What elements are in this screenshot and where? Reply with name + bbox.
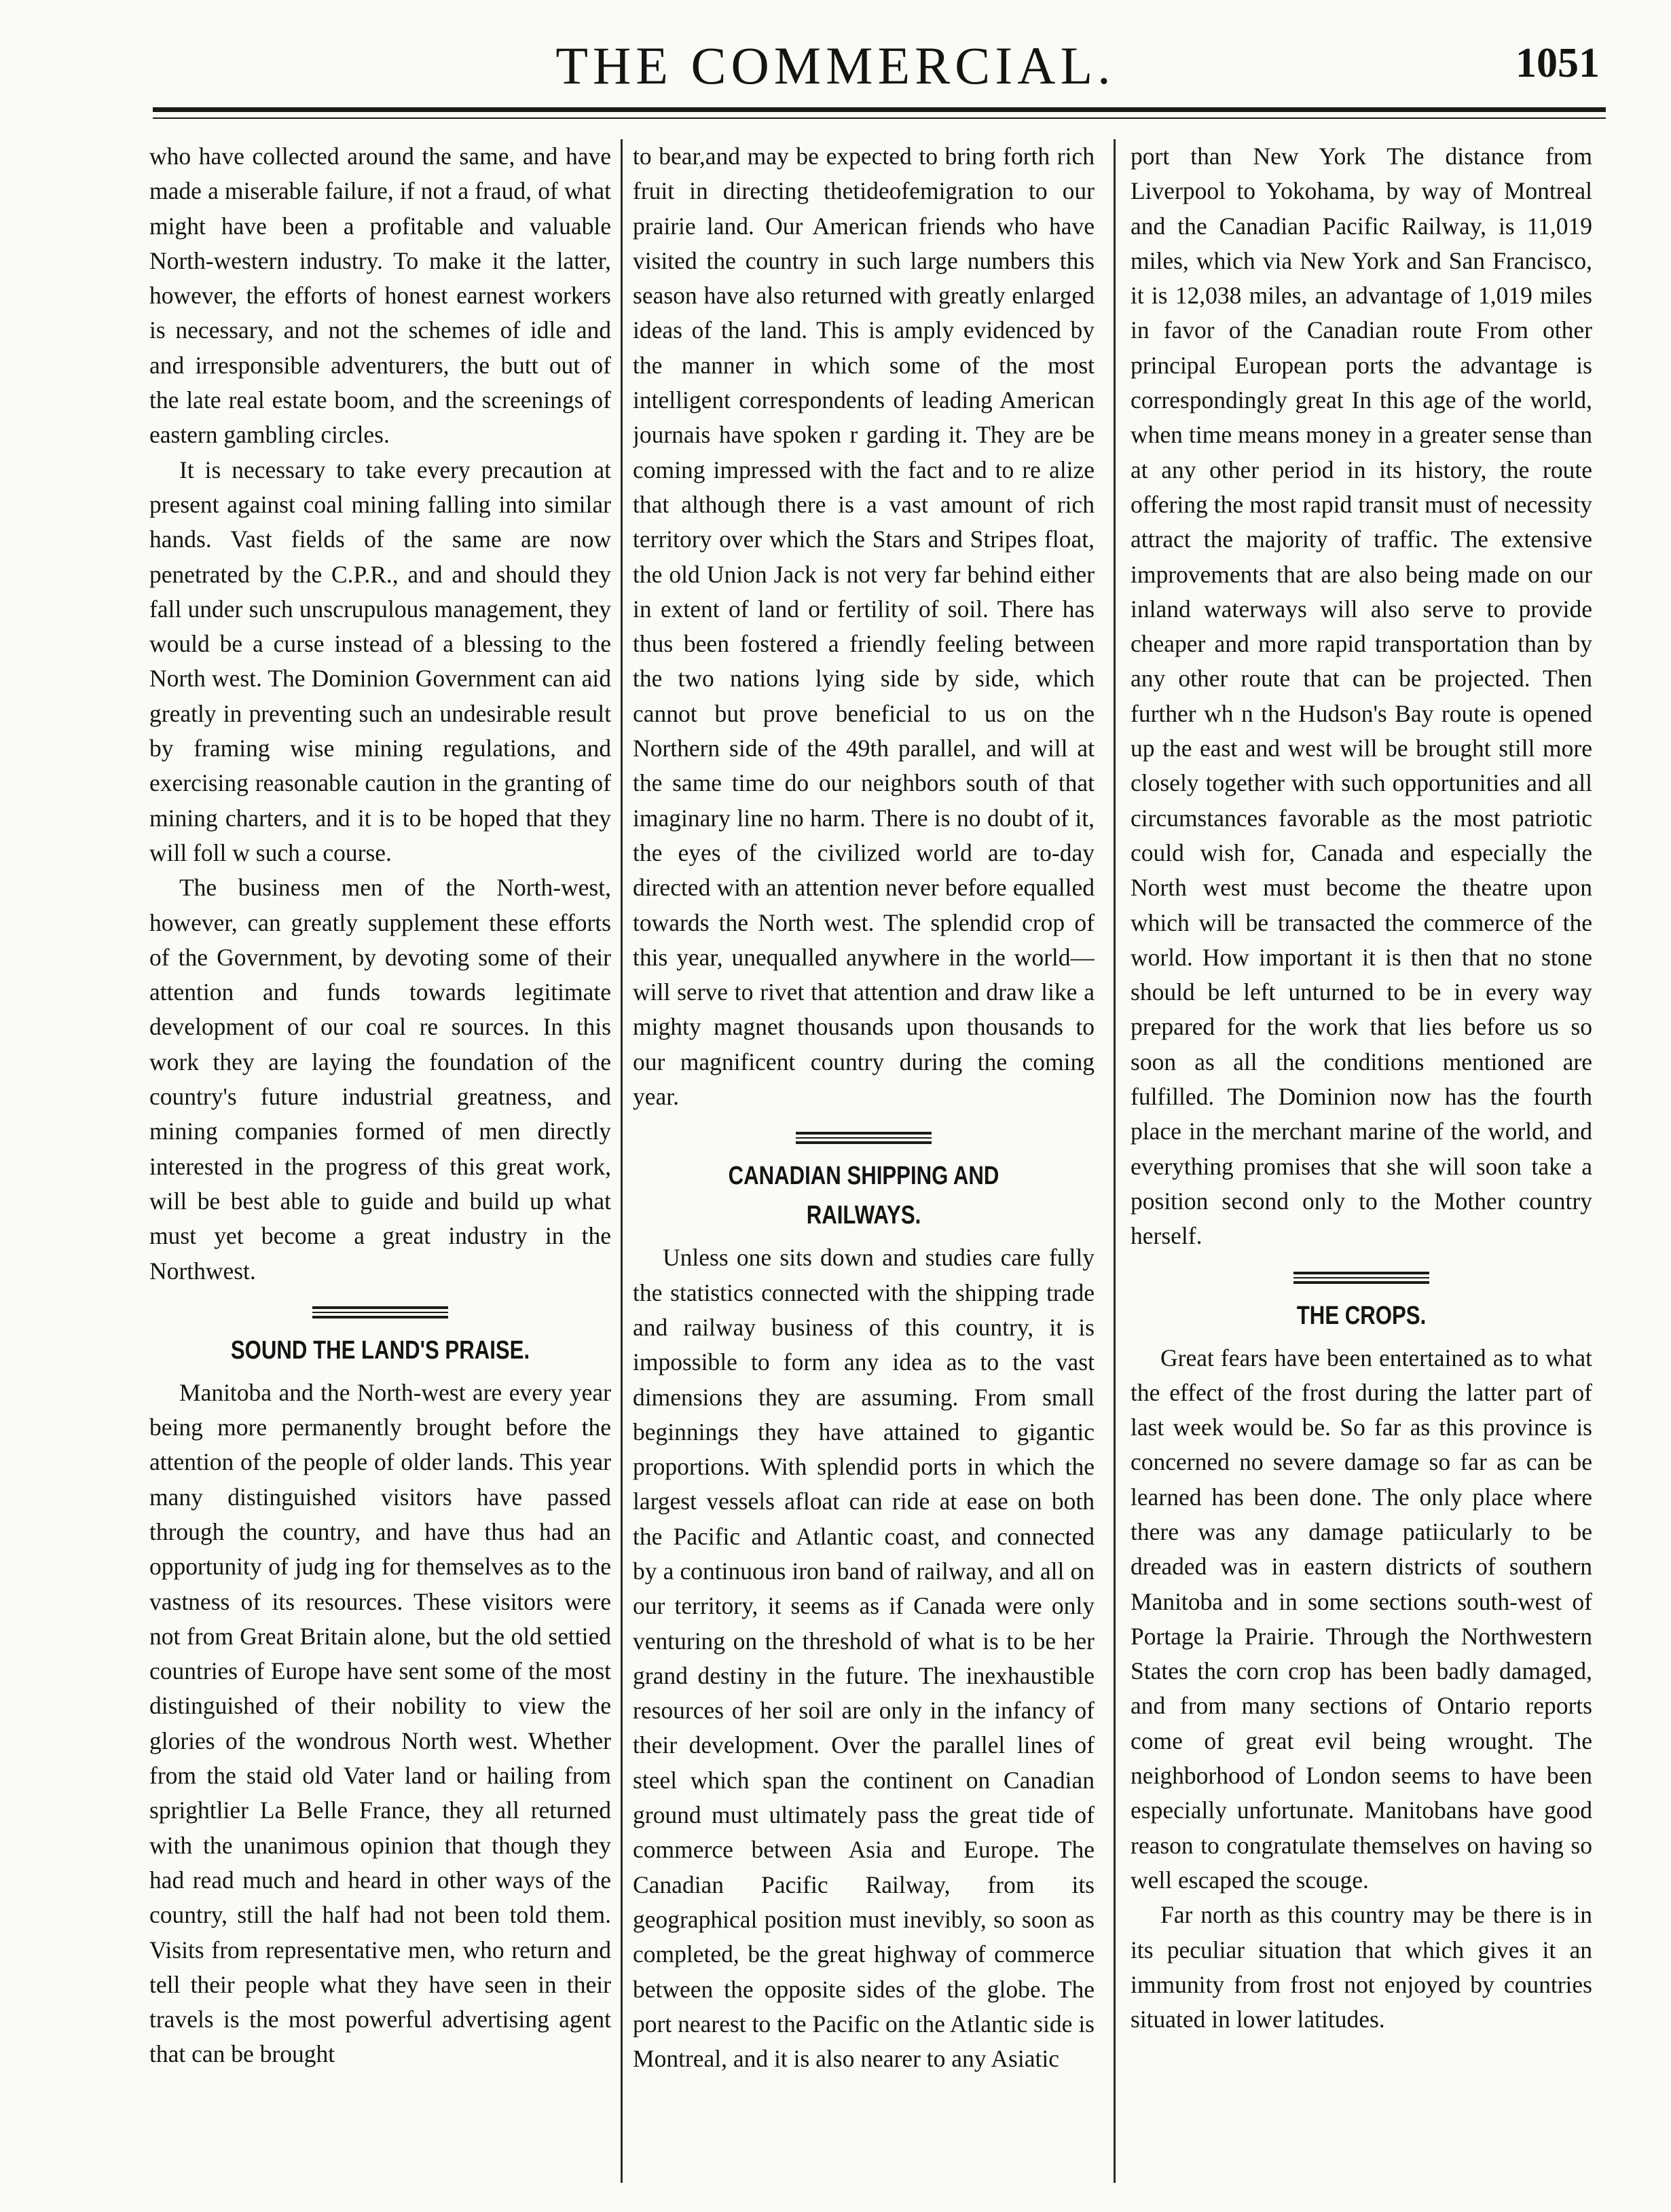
article-heading: CANADIAN SHIPPING AND RAILWAYS.: [728, 1162, 999, 1230]
column-2: [633, 139, 1095, 2176]
separator-line: [1293, 1272, 1429, 1274]
separator-line: [796, 1137, 932, 1139]
newspaper-title: THE COMMERCIAL.: [555, 36, 1116, 95]
separator-line: [312, 1316, 448, 1319]
column-1: [149, 139, 611, 2176]
article-paragraph: who have collected around the same, and have made a miserable failure, if not a fraud, of what might have been a profitable and valuable North-western industry. To make it the latter, however, the efforts of honest earnest workers is necessary, and not the schemes of idle and and irresponsible adventurers, the butt out of the late real estate boom, and the screenings of eastern gambling circles.: [149, 143, 611, 449]
article-heading: THE CROPS.: [1296, 1301, 1427, 1330]
masthead-rule-thick: [153, 107, 1606, 112]
section-separator: [312, 1306, 448, 1319]
article-heading: SOUND THE LAND'S PRAISE.: [230, 1335, 530, 1365]
column-divider: [1114, 139, 1116, 2183]
masthead: [0, 0, 1671, 122]
page-number: 1051: [1516, 40, 1600, 86]
separator-line: [1293, 1281, 1429, 1284]
article-paragraph: port than New York The distance from Liverpool to Yokohama, by way of Montreal and the Canadian Pacific Railway, is 11,019 miles, which via New York and San Francisco, it is 12,038 miles, an advantage of 1,019 miles in favor of the Canadian route From other principal European ports the advantage is correspondingly great In this age of the world, when time means money in a greater sense than at any other period in its history, the route offering the most rapid transit must of necessity attract the majority of traffic. The extensive improvements that are also being made on our inland waterways will also serve to provide cheaper and more rapid transportation than by any other route that can be projected. Then further wh n the Hudson's Bay route is opened up the east and west will be brought still more closely together with such opportunities and all circumstances favorable as the most patriotic could wish for, Canada and especially the North west must become the theatre upon which will be transacted the commerce of the world. How important it is then that no stone should be left unturned to be in every way prepared for the work that lies before us so soon as all the conditions mentioned are fulfilled. The Dominion now has the fourth place in the merchant marine of the world, and everything promises that she will soon take a position second only to the Mother country herself.: [1131, 143, 1592, 1250]
article-paragraph: Manitoba and the North-west are every year being more permanently brought before the attention of the people of older lands. This year many distinguished visitors have passed through the country, and have thus had an opportunity of judg ing for themselves as to the vastness of its resources. These visitors were not from Great Britain alone, but the old settied countries of Europe have sent some of the most distinguished of their nobility to view the glories of the wondrous North west. Whether from the staid old Vater land or hailing from sprightlier La Belle France, they all returned with the unanimous opinion that though they had read much and heard in other ways of the country, still the half had not been told them. Visits from representative men, who return and tell their people what they have seen in their travels is the most powerful advertising agent that can be brought: [149, 1378, 611, 2068]
masthead-rule-thin: [153, 117, 1606, 119]
article-paragraph: It is necessary to take every precaution at present against coal mining falling into similar hands. Vast fields of the same are now penetrated by the C.P.R., and and should they fall under such unscrupulous management, they would be a curse instead of a blessing to the North west. The Dominion Government can aid greatly in preventing such an undesirable result by framing wise mining regulations, and exercising reasonable caution in the granting of mining charters, and it is to be hoped that they will foll w such a course.: [149, 456, 611, 866]
separator-line: [312, 1306, 448, 1309]
separator-line: [796, 1132, 932, 1135]
article-paragraph: Great fears have been entertained as to what the effect of the frost during the latter part of last week would be. So far as this province is concerned no severe damage so far as can be learned has been done. The only place where there was any damage patiicularly to be dreaded was in eastern districts of southern Manitoba and in some sections south-west of Portage la Prairie. Through the Northwestern States the corn crop has been badly damaged, and from many sections of Ontario reports come of great evil being wrought. The neighborhood of London seems to have been especially unfortunate. Manitobans have good reason to congratulate themselves on having so well escaped the scouge.: [1131, 1344, 1592, 1894]
article-paragraph: Unless one sits down and studies care fully the statistics connected with the shipping trade and railway business of this country, it is impossible to form any idea as to the vast dimensions they are assuming. From small beginnings they have attained to gigantic proportions. With splendid ports in which the largest vessels afloat can ride at ease on both the Pacific and Atlantic coast, and connected by a continuous iron band of railway, and all on our territory, it seems as if Canada were only venturing on the threshold of what is to be her grand destiny in the future. The inexhaustible resources of her soil are only in the infancy of their development. Over the parallel lines of steel which span the continent on Canadian ground must ultimately pass the great tide of commerce between Asia and Europe. The Canadian Pacific Railway, from its geographical position must inevibly, so soon as completed, be the great highway of commerce between the opposite sides of the globe. The port nearest to the Pacific on the Atlantic side is Montreal, and it is also nearer to any Asiatic: [633, 1244, 1095, 2073]
separator-line: [312, 1312, 448, 1313]
article-paragraph: The business men of the North-west, however, can greatly supplement these efforts of the Government, by devoting some of their attention and funds towards legitimate development of our coal re sources. In this work they are laying the foundation of the country's future industrial greatness, and mining companies formed of men directly interested in the progress of this great work, will be best able to guide and build up what must yet become a great industry in the Northwest.: [149, 874, 611, 1285]
column-divider: [621, 139, 623, 2183]
article-paragraph: to bear,and may be expected to bring forth rich fruit in directing thetideofemigration to our prairie land. Our American friends who have visited the country in such large numbers this season have also returned with greatly enlarged ideas of the land. This is amply evidenced by the manner in which some of the most intelligent correspondents of leading American journais have spoken r garding it. They are be coming impressed with the fact and to re alize that although there is a vast amount of rich territory over which the Stars and Stripes float, the old Union Jack is not very far behind either in extent of land or fertility of soil. There has thus been fostered a friendly feeling between the two nations lying side by side, which cannot but prove beneficial to us on the Northern side of the 49th parallel, and will at the same time do our neighbors south of that imaginary line no harm. There is no doubt of it, the eyes of the civilized world are to-day directed with an attention never before equalled towards the North west. The splendid crop of this year, unequalled anywhere in the world—will serve to rivet that attention and draw like a mighty magnet thousands upon thousands to our magnificent country during the coming year.: [633, 143, 1095, 1111]
separator-line: [1293, 1277, 1429, 1278]
column-3: [1131, 139, 1592, 2176]
section-separator: [1293, 1272, 1429, 1284]
separator-line: [796, 1141, 932, 1144]
section-separator: [796, 1132, 932, 1144]
article-paragraph: Far north as this country may be there is in its peculiar situation that which gives it an immunity from frost not enjoyed by countries situated in lower latitudes.: [1131, 1901, 1592, 2033]
